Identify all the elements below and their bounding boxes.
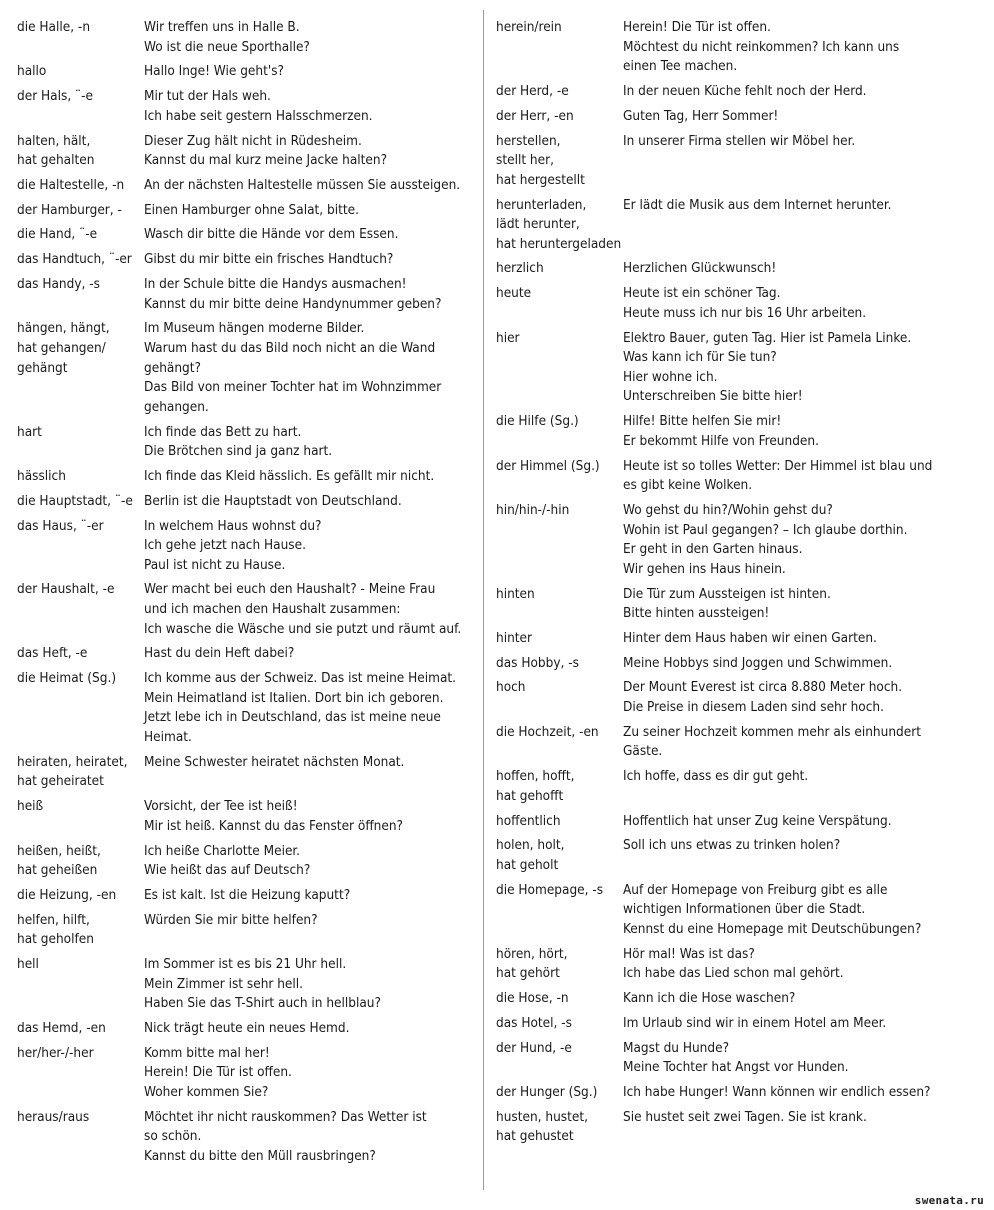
headword: der Hals, ¨-e xyxy=(17,88,93,105)
headword: hinten xyxy=(496,585,535,602)
glossary-entry xyxy=(17,201,475,221)
headword: die Haltestelle, -n xyxy=(17,176,125,193)
example-sentences: In unserer Firma stellen wir Möbel her. xyxy=(623,132,856,149)
example-sentences: Ich hoffe, dass es dir gut geht. xyxy=(623,768,809,785)
example-sentences: Meine Schwester heiratet nächsten Monat. xyxy=(144,753,405,770)
glossary-entry xyxy=(17,517,475,576)
headword: die Hand, ¨-e xyxy=(17,226,98,243)
headword: das Heft, -e xyxy=(17,645,88,662)
glossary-entry xyxy=(17,644,475,664)
headword: hell xyxy=(17,956,39,973)
column-divider xyxy=(483,10,484,1190)
glossary-entry xyxy=(496,82,956,102)
example-sentences: In der Schule bitte die Handys ausmachen! Kannst du mir bitte deine Handynummer geben? xyxy=(144,276,442,312)
headword: hallo xyxy=(17,63,47,80)
headword: hängen, hängt, hat gehangen/ gehängt xyxy=(17,320,110,376)
headword: herstellen, stellt her, hat hergestellt xyxy=(496,132,585,188)
example-sentences: Heute ist so tolles Wetter: Der Himmel ist blau und es gibt keine Wolken. xyxy=(623,457,933,494)
example-sentences: Ich habe Hunger! Wann können wir endlich essen? xyxy=(623,1084,931,1100)
example-sentences: Hallo Inge! Wie geht's? xyxy=(144,63,284,80)
headword: helfen, hilft, hat geholfen xyxy=(17,911,94,948)
example-sentences: Einen Hamburger ohne Salat, bitte. xyxy=(144,201,359,218)
glossary-entry xyxy=(496,1083,956,1103)
glossary-entry xyxy=(17,842,475,881)
glossary-entry xyxy=(496,723,956,762)
glossary-entry xyxy=(17,797,475,836)
glossary-column-left xyxy=(17,18,475,1172)
headword: heiß xyxy=(17,798,44,815)
glossary-entry xyxy=(496,132,956,191)
glossary-entry xyxy=(496,1014,956,1034)
glossary-entry xyxy=(17,669,475,747)
headword: der Hunger (Sg.) xyxy=(496,1084,598,1100)
example-sentences: An der nächsten Haltestelle müssen Sie aussteigen. xyxy=(144,176,461,193)
headword: hin/hin-/-hin xyxy=(496,501,570,518)
headword: die Halle, -n xyxy=(17,19,91,35)
example-sentences: Im Museum hängen moderne Bilder. Warum hast du das Bild noch nicht an die Wand gehängt? Das Bild von meiner Tochter hat im Wohnzimmer gehangen. xyxy=(144,320,442,415)
headword: her/her-/-her xyxy=(17,1044,94,1061)
example-sentences: Berlin ist die Hauptstadt von Deutschland. xyxy=(144,492,402,509)
example-sentences: Mir tut der Hals weh. Ich habe seit gestern Halsschmerzen. xyxy=(144,88,373,124)
example-sentences: Ich finde das Kleid hässlich. Es gefällt mir nicht. xyxy=(144,467,435,484)
glossary-entry xyxy=(496,18,956,77)
headword: das Handy, -s xyxy=(17,276,100,293)
headword: hart xyxy=(17,423,42,440)
example-sentences: Magst du Hunde? Meine Tochter hat Angst vor Hunden. xyxy=(623,1039,849,1076)
glossary-entry xyxy=(496,284,956,323)
example-sentences: Hast du dein Heft dabei? xyxy=(144,645,295,662)
example-sentences: Ich finde das Bett zu hart. Die Brötchen sind ja ganz hart. xyxy=(144,423,333,460)
example-sentences: Der Mount Everest ist circa 8.880 Meter hoch. Die Preise in diesem Laden sind sehr hoch. xyxy=(623,679,903,716)
glossary-entry xyxy=(496,678,956,717)
glossary-column-right xyxy=(496,18,956,1152)
example-sentences: Nick trägt heute ein neues Hemd. xyxy=(144,1020,350,1037)
example-sentences: Komm bitte mal her! Herein! Die Tür ist offen. Woher kommen Sie? xyxy=(144,1044,292,1100)
glossary-entry xyxy=(17,886,475,906)
headword: das Haus, ¨-er xyxy=(17,517,104,534)
glossary-entry xyxy=(496,945,956,984)
headword: der Hund, -e xyxy=(496,1039,572,1056)
glossary-entry xyxy=(17,250,475,270)
example-sentences: Möchtet ihr nicht rauskommen? Das Wetter ist so schön. Kannst du bitte den Müll rausbringen? xyxy=(144,1108,427,1164)
headword: herzlich xyxy=(496,260,544,277)
glossary-entry xyxy=(17,423,475,462)
example-sentences: Er lädt die Musik aus dem Internet herunter. xyxy=(623,196,892,213)
glossary-entry xyxy=(17,18,475,57)
glossary-entry xyxy=(496,196,956,255)
headword: herein/rein xyxy=(496,19,562,35)
headword: der Hamburger, - xyxy=(17,201,122,218)
headword: hinter xyxy=(496,629,532,646)
example-sentences: Sie hustet seit zwei Tagen. Sie ist krank. xyxy=(623,1108,867,1125)
example-sentences: Meine Hobbys sind Joggen und Schwimmen. xyxy=(623,654,893,671)
example-sentences: Wir treffen uns in Halle B. Wo ist die neue Sporthalle? xyxy=(144,19,310,55)
headword: die Hilfe (Sg.) xyxy=(496,413,579,430)
headword: herunterladen, lädt herunter, hat heruntergeladen xyxy=(496,196,622,252)
headword: die Heimat (Sg.) xyxy=(17,670,117,687)
headword: husten, hustet, hat gehustet xyxy=(496,1108,588,1145)
glossary-entry xyxy=(17,492,475,512)
example-sentences: Hinter dem Haus haben wir einen Garten. xyxy=(623,629,877,646)
site-watermark: swenata.ru xyxy=(914,1194,984,1207)
headword: heiraten, heiratet, hat geheiratet xyxy=(17,753,128,790)
glossary-entry xyxy=(496,259,956,279)
glossary-entry xyxy=(17,955,475,1014)
example-sentences: Herein! Die Tür ist offen. Möchtest du nicht reinkommen? Ich kann uns einen Tee machen. xyxy=(623,19,900,75)
glossary-entry xyxy=(17,580,475,639)
glossary-entry xyxy=(17,275,475,314)
glossary-entry xyxy=(496,1108,956,1147)
example-sentences: Ich komme aus der Schweiz. Das ist meine Heimat. Mein Heimatland ist Italien. Dort bin ich geboren. Jetzt lebe ich in Deutschland, das ist meine neue Heimat. xyxy=(144,670,456,745)
headword: holen, holt, hat geholt xyxy=(496,837,565,873)
headword: der Herd, -e xyxy=(496,82,569,99)
glossary-entry xyxy=(17,1019,475,1039)
example-sentences: Heute ist ein schöner Tag. Heute muss ich nur bis 16 Uhr arbeiten. xyxy=(623,285,867,321)
example-sentences: Hör mal! Was ist das? Ich habe das Lied schon mal gehört. xyxy=(623,945,844,982)
headword: die Hauptstadt, ¨-e xyxy=(17,492,133,509)
glossary-entry xyxy=(496,585,956,624)
headword: das Hobby, -s xyxy=(496,654,579,671)
glossary-entry xyxy=(496,412,956,451)
glossary-entry xyxy=(496,654,956,674)
glossary-entry xyxy=(496,457,956,496)
headword: die Hose, -n xyxy=(496,990,569,1007)
example-sentences: Elektro Bauer, guten Tag. Hier ist Pamela Linke. Was kann ich für Sie tun? Hier wohne ich. Unterschreiben Sie bitte hier! xyxy=(623,329,912,405)
headword: das Hemd, -en xyxy=(17,1020,106,1037)
headword: das Hotel, -s xyxy=(496,1014,572,1031)
example-sentences: In welchem Haus wohnst du? Ich gehe jetzt nach Hause. Paul ist nicht zu Hause. xyxy=(144,517,322,573)
example-sentences: Im Urlaub sind wir in einem Hotel am Meer. xyxy=(623,1014,887,1031)
glossary-entry xyxy=(496,501,956,579)
glossary-entry xyxy=(17,911,475,950)
example-sentences: Soll ich uns etwas zu trinken holen? xyxy=(623,837,841,854)
headword: der Herr, -en xyxy=(496,107,574,124)
glossary-entry xyxy=(17,319,475,417)
example-sentences: Wo gehst du hin?/Wohin gehst du? Wohin ist Paul gegangen? – Ich glaube dorthin. Er geht in den Garten hinaus. Wir gehen ins Haus hinein. xyxy=(623,501,908,577)
glossary-entry xyxy=(17,1108,475,1167)
headword: das Handtuch, ¨-er xyxy=(17,251,132,268)
glossary-entry xyxy=(496,329,956,407)
example-sentences: Es ist kalt. Ist die Heizung kaputt? xyxy=(144,886,351,903)
example-sentences: Die Tür zum Aussteigen ist hinten. Bitte hinten aussteigen! xyxy=(623,585,831,622)
example-sentences: Wer macht bei euch den Haushalt? - Meine Frau und ich machen den Haushalt zusammen: Ich wasche die Wäsche und sie putzt und räumt auf. xyxy=(144,581,462,637)
glossary-entry xyxy=(17,87,475,126)
glossary-entry xyxy=(17,1044,475,1103)
glossary-entry xyxy=(17,176,475,196)
example-sentences: Auf der Homepage von Freiburg gibt es alle wichtigen Informationen über die Stadt. Kennst du eine Homepage mit Deutschübungen? xyxy=(623,881,922,937)
headword: hoffentlich xyxy=(496,812,561,829)
example-sentences: Herzlichen Glückwunsch! xyxy=(623,260,777,277)
glossary-entry xyxy=(496,767,956,806)
glossary-entry xyxy=(496,836,956,875)
headword: der Haushalt, -e xyxy=(17,581,115,598)
glossary-entry xyxy=(17,753,475,792)
headword: die Hochzeit, -en xyxy=(496,723,599,740)
example-sentences: In der neuen Küche fehlt noch der Herd. xyxy=(623,82,867,99)
headword: hören, hört, hat gehört xyxy=(496,945,568,982)
headword: der Himmel (Sg.) xyxy=(496,457,600,474)
example-sentences: Würden Sie mir bitte helfen? xyxy=(144,911,318,928)
headword: halten, hält, hat gehalten xyxy=(17,132,95,169)
example-sentences: Hilfe! Bitte helfen Sie mir! Er bekommt Hilfe von Freunden. xyxy=(623,413,819,449)
headword: hässlich xyxy=(17,467,66,484)
headword: hoch xyxy=(496,679,526,696)
glossary-entry xyxy=(496,989,956,1009)
headword: heraus/raus xyxy=(17,1108,90,1125)
glossary-entry xyxy=(496,881,956,940)
glossary-entry xyxy=(496,812,956,832)
headword: heute xyxy=(496,285,532,302)
glossary-entry xyxy=(17,132,475,171)
example-sentences: Ich heiße Charlotte Meier. Wie heißt das auf Deutsch? xyxy=(144,842,311,879)
example-sentences: Zu seiner Hochzeit kommen mehr als einhundert Gäste. xyxy=(623,723,921,760)
headword: hoffen, hofft, hat gehofft xyxy=(496,768,575,804)
headword: heißen, heißt, hat geheißen xyxy=(17,842,101,879)
example-sentences: Im Sommer ist es bis 21 Uhr hell. Mein Zimmer ist sehr hell. Haben Sie das T-Shirt auch in hellblau? xyxy=(144,956,381,1012)
glossary-entry xyxy=(496,1039,956,1078)
headword: die Homepage, -s xyxy=(496,881,604,898)
glossary-entry xyxy=(17,467,475,487)
example-sentences: Wasch dir bitte die Hände vor dem Essen. xyxy=(144,226,399,243)
headword: hier xyxy=(496,329,520,346)
headword: die Heizung, -en xyxy=(17,886,117,903)
example-sentences: Dieser Zug hält nicht in Rüdesheim. Kannst du mal kurz meine Jacke halten? xyxy=(144,132,388,169)
glossary-entry xyxy=(496,629,956,649)
glossary-entry xyxy=(17,62,475,82)
glossary-entry xyxy=(496,107,956,127)
example-sentences: Hoffentlich hat unser Zug keine Verspätung. xyxy=(623,812,892,829)
example-sentences: Gibst du mir bitte ein frisches Handtuch? xyxy=(144,251,394,268)
example-sentences: Kann ich die Hose waschen? xyxy=(623,990,796,1007)
example-sentences: Guten Tag, Herr Sommer! xyxy=(623,107,779,124)
example-sentences: Vorsicht, der Tee ist heiß! Mir ist heiß. Kannst du das Fenster öffnen? xyxy=(144,798,403,834)
glossary-entry xyxy=(17,225,475,245)
